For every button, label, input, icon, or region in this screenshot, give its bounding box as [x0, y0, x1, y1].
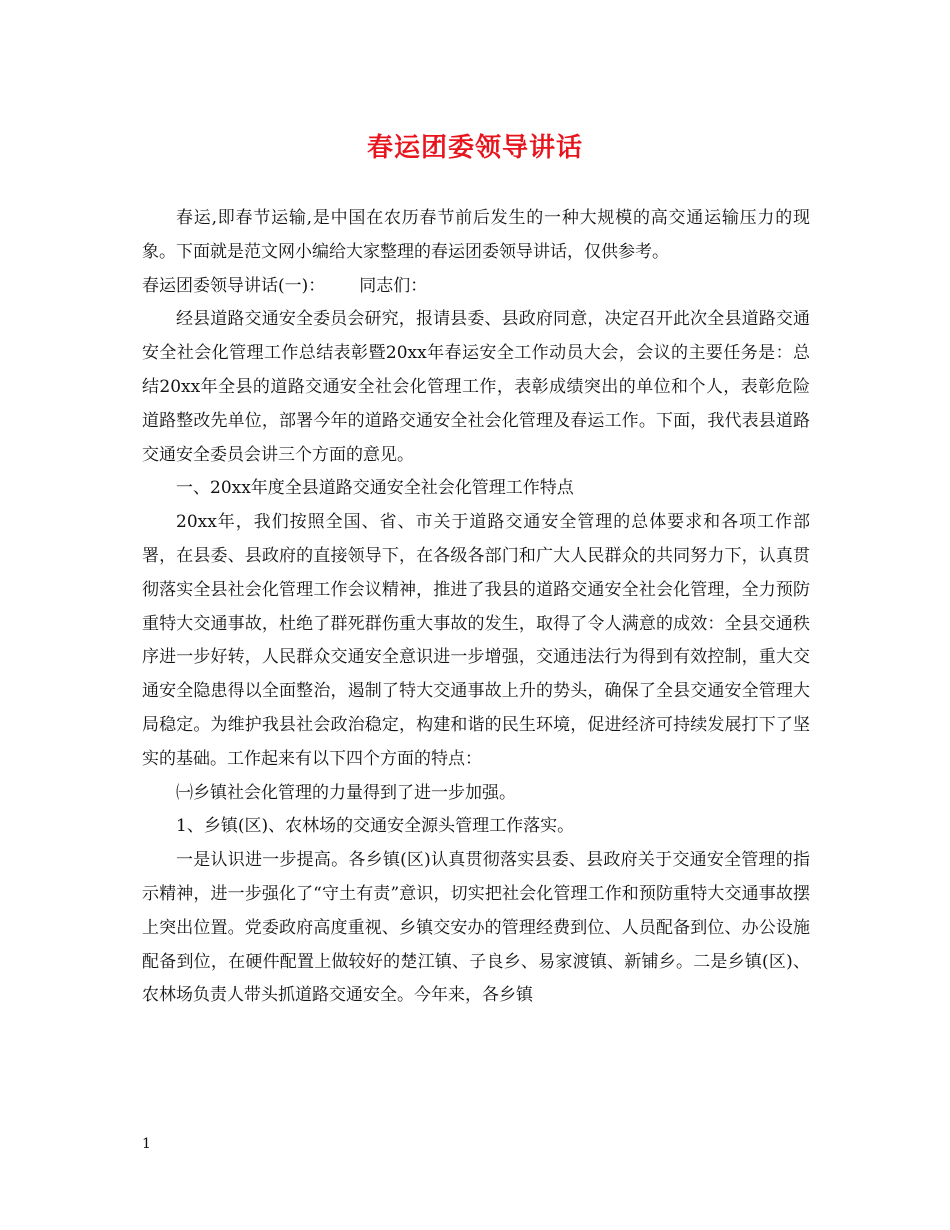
paragraph-3: 一是认识进一步提高。各乡镇(区)认真贯彻落实县委、县政府关于交通安全管理的指示精神，进一步强化了“守土有责”意识，切实把社会化管理工作和预防重特大交通事故摆上突出位置。党委政府高度重视、乡镇交安办的管理经费到位、人员配备到位、办公设施配备到位，在硬件配置上做较好的楚江镇、子良乡、易家渡镇、新铺乡。二是乡镇(区)、农林场负责人带头抓道路交通安全。今年来，各乡镇 — [142, 850, 810, 1006]
speech-heading-line — [142, 270, 810, 304]
item-heading-1: 1、乡镇(区)、农林场的交通安全源头管理工作落实。 — [176, 816, 575, 837]
speech-heading: 春运团委领导讲话(一)： — [142, 275, 326, 296]
document-title: 春运团委领导讲话 — [366, 133, 583, 163]
page-number: 1 — [142, 1136, 151, 1152]
document-body — [142, 202, 810, 1013]
section-heading-1: 一、20xx年度全县道路交通安全社会化管理工作特点 — [176, 478, 574, 499]
paragraph-2: 20xx年，我们按照全国、省、市关于道路交通安全管理的总体要求和各项工作部署，在县委、县政府的直接领导下，在各级各部门和广大人民群众的共同努力下，认真贯彻落实全县社会化管理工作会议精神，推进了我县的道路交通安全社会化管理，全力预防重特大交通事故，杜绝了群死群伤重大事故的发生，取得了令人满意的成效：全县交通秩序进一步好转，人民群众交通安全意识进一步增强，交通违法行为得到有效控制，重大交通安全隐患得以全面整治，遏制了特大交通事故上升的势头，确保了全县交通安全管理大局稳定。为维护我县社会政治稳定，构建和谐的民生环境，促进经济可持续发展打下了坚实的基础。工作起来有以下四个方面的特点： — [142, 512, 810, 769]
salutation: 同志们： — [359, 275, 428, 296]
paragraph-1: 经县道路交通安全委员会研究，报请县委、县政府同意，决定召开此次全县道路交通安全社会化管理工作总结表彰暨20xx年春运安全工作动员大会，会议的主要任务是：总结20xx年全县的道路交通安全社会化管理工作，表彰成绩突出的单位和个人，表彰危险道路整改先单位，部署今年的道路交通安全社会化管理及春运工作。下面，我代表县道路交通安全委员会讲三个方面的意见。 — [142, 309, 810, 465]
subsection-heading-1: ㈠乡镇社会化管理的力量得到了进一步加强。 — [176, 782, 516, 803]
intro-paragraph: 春运,即春节运输,是中国在农历春节前后发生的一种大规模的高交通运输压力的现象。下面就是范文网小编给大家整理的春运团委领导讲话，仅供参考。 — [142, 208, 810, 262]
